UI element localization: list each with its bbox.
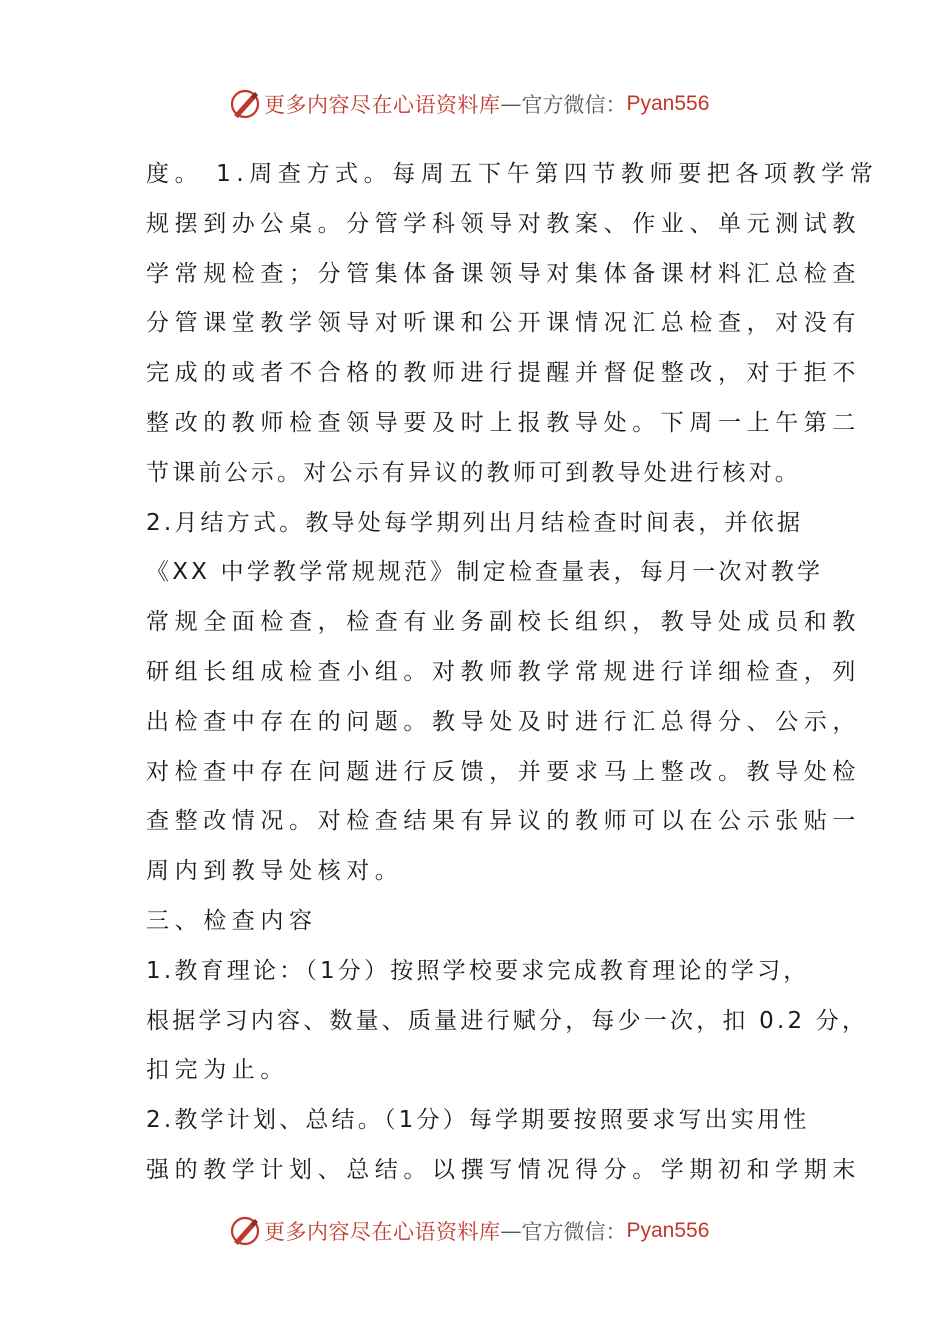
text-line: 学常规检查；分管集体备课领导对集体备课材料汇总检查 [146, 260, 861, 287]
text-line: 研组长组成检查小组。对教师教学常规进行详细检查，列 [146, 658, 861, 685]
watermark-wechat-id: Pyan556 [626, 1219, 710, 1242]
text-line: 1.教育理论：（1分）按照学校要求完成教育理论的学习， [146, 957, 810, 984]
text-line: 强的教学计划、总结。以撰写情况得分。学期初和学期末 [146, 1156, 861, 1183]
watermark-site-text: 更多内容尽在心语资料库 [264, 93, 501, 117]
pen-logo-icon [228, 87, 262, 121]
text-line: 分管课堂教学领导对听课和公开课情况汇总检查，对没有 [146, 310, 861, 337]
pen-logo-icon [228, 1214, 262, 1248]
section-heading: 三、检查内容 [146, 907, 318, 934]
text-line: 常规全面检查，检查有业务副校长组织，教导处成员和教 [146, 609, 861, 636]
text-line: 扣完为止。 [146, 1057, 289, 1084]
text-line: 《XX 中学教学常规规范》制定检查量表，每月一次对教学 [146, 559, 824, 586]
watermark-dash: — [500, 92, 522, 116]
text-line: 2.月结方式。教导处每学期列出月结检查时间表，并依据 [146, 509, 804, 536]
watermark-dash: — [500, 1219, 522, 1243]
footer-watermark [228, 1211, 709, 1251]
watermark-wechat-label: 官方微信： [521, 1220, 627, 1244]
text-line: 整改的教师检查领导要及时上报教导处。下周一上午第二 [146, 409, 861, 436]
text-line: 查整改情况。对检查结果有异议的教师可以在公示张贴一 [146, 808, 861, 835]
text-line: 对检查中存在问题进行反馈，并要求马上整改。教导处检 [146, 758, 861, 785]
text-line: 规摆到办公桌。分管学科领导对教案、作业、单元测试教 [146, 210, 861, 237]
text-line: 完成的或者不合格的教师进行提醒并督促整改，对于拒不 [146, 360, 861, 387]
text-line: 根据学习内容、数量、质量进行赋分，每少一次，扣 0.2 分， [146, 1007, 869, 1034]
header-watermark [228, 84, 709, 124]
text-line: 2.教学计划、总结。（1分）每学期要按照要求写出实用性 [146, 1107, 810, 1134]
text-line: 周内到教导处核对。 [146, 858, 404, 885]
watermark-wechat-label: 官方微信： [521, 93, 627, 117]
watermark-wechat-id: Pyan556 [626, 92, 710, 115]
text-line: 出检查中存在的问题。教导处及时进行汇总得分、公示， [146, 708, 861, 735]
text-line: 节课前公示。对公示有异议的教师可到教导处进行核对。 [146, 459, 801, 486]
document-body [146, 150, 879, 1196]
watermark-site-text: 更多内容尽在心语资料库 [264, 1220, 501, 1244]
text-line: 度。 1.周查方式。每周五下午第四节教师要把各项教学常 [146, 161, 879, 187]
